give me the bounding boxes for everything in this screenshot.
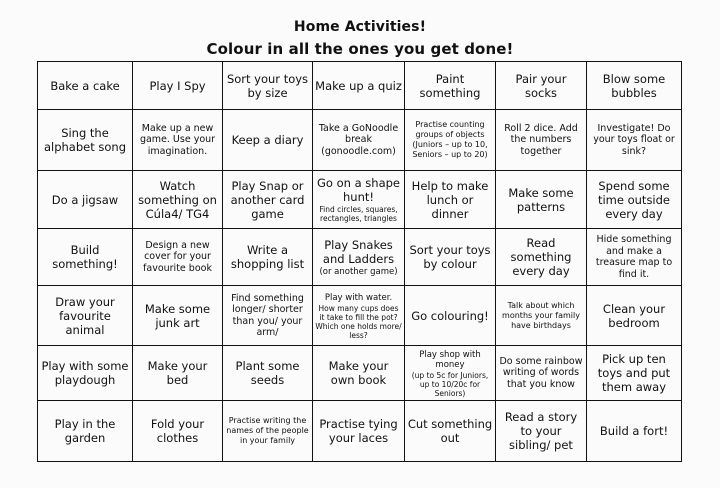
activity-cell[interactable]	[405, 110, 496, 171]
activity-label: Spend some time outside every day	[597, 178, 671, 221]
activity-label: Design a new cover for your favourite book	[143, 239, 212, 274]
activity-cell[interactable]	[223, 346, 313, 401]
activity-cell[interactable]	[405, 286, 496, 346]
activity-cell[interactable]	[587, 286, 682, 346]
activity-cell[interactable]	[38, 346, 133, 401]
activity-cell[interactable]	[313, 62, 405, 110]
activity-label: Play with some playdough	[41, 359, 129, 387]
activity-label: Make up a quiz	[315, 78, 402, 93]
grid-row	[38, 62, 682, 110]
activity-label: Pair your socks	[515, 71, 567, 100]
activity-cell[interactable]	[313, 286, 405, 346]
activity-label: Do a jigsaw	[51, 192, 119, 207]
activity-label: Make up a new game. Use your imagination.	[139, 122, 216, 157]
activity-label: Write a shopping list	[230, 243, 305, 271]
sheet-header	[0, 16, 720, 60]
activity-cell[interactable]	[38, 401, 133, 462]
activity-label: Hide something and make a treasure map to find it.	[595, 234, 673, 280]
activity-label: Read a story to your sibling/ pet	[504, 410, 578, 452]
activity-cell[interactable]	[133, 346, 223, 401]
grid-row	[38, 110, 682, 171]
activity-grid	[37, 61, 682, 462]
activity-note: (up to 5c for Juniors, up to 10/20c for Seniors)	[411, 370, 489, 398]
activity-label: Investigate! Do your toys float or sink?	[593, 122, 675, 157]
activity-cell[interactable]	[587, 62, 682, 110]
activity-cell[interactable]	[223, 401, 313, 462]
activity-cell[interactable]	[587, 229, 682, 286]
activity-label: Pick up ten toys and put them away	[597, 352, 671, 394]
page-subtitle: Colour in all the ones you get done!	[206, 40, 514, 58]
activity-label: Sort your toys by colour	[409, 243, 491, 271]
activity-label: Clean your bedroom	[602, 301, 666, 330]
activity-cell[interactable]	[38, 110, 133, 171]
activity-cell[interactable]	[405, 401, 496, 462]
activity-cell[interactable]	[313, 110, 405, 171]
activity-label: Sort your toys by size	[226, 71, 309, 100]
activity-label: Talk about which months your family have birthdays	[502, 300, 580, 330]
activity-cell[interactable]	[587, 346, 682, 401]
activity-cell[interactable]	[223, 62, 313, 110]
activity-note: (or another game)	[319, 266, 398, 277]
activity-label: Go colouring!	[411, 308, 489, 323]
activity-cell[interactable]	[38, 171, 133, 229]
grid-row	[38, 229, 682, 286]
activity-label: Bake a cake	[50, 78, 120, 93]
activity-label: Build something!	[52, 243, 118, 271]
activity-cell[interactable]	[133, 401, 223, 462]
activity-label: Practise writing the names of the people in your family	[226, 416, 309, 445]
grid-row	[38, 171, 682, 229]
activity-cell[interactable]	[313, 346, 405, 401]
activity-label: Take a GoNoodle break (gonoodle.com)	[318, 122, 399, 157]
activity-cell[interactable]	[405, 62, 496, 110]
activity-cell[interactable]	[405, 229, 496, 286]
activity-cell[interactable]	[38, 286, 133, 346]
grid-row	[38, 401, 682, 462]
activity-label: Play I Spy	[149, 78, 206, 93]
activity-cell[interactable]	[405, 171, 496, 229]
activity-cell[interactable]	[223, 171, 313, 229]
activity-note: Find circles, squares, rectangles, triangles	[319, 205, 398, 223]
grid-row	[38, 286, 682, 346]
activity-label: Do some rainbow writing of words that you know	[499, 355, 583, 390]
activity-label: Cut something out	[407, 417, 493, 445]
activity-label: Make your own book	[328, 359, 389, 387]
activity-label: Make some patterns	[508, 185, 574, 214]
activity-cell[interactable]	[496, 229, 587, 286]
activity-cell[interactable]	[133, 229, 223, 286]
activity-cell[interactable]	[496, 110, 587, 171]
activity-cell[interactable]	[587, 401, 682, 462]
page-title: Home Activities!	[293, 19, 427, 35]
activity-cell[interactable]	[587, 171, 682, 229]
activity-label: Play Snap or another card game	[230, 178, 305, 221]
activity-cell[interactable]	[313, 229, 405, 286]
activity-label: Keep a diary	[231, 133, 304, 147]
activity-label: Make some junk art	[144, 301, 211, 330]
activity-label: Read something every day	[510, 236, 572, 278]
activity-label: Paint something	[419, 71, 481, 100]
activity-label: Practise tying your laces	[319, 417, 398, 445]
activity-label: Sing the alphabet song	[43, 126, 127, 154]
activity-label: Play Snakes and Ladders	[322, 237, 395, 266]
activity-label: Roll 2 dice. Add the numbers together	[504, 122, 578, 157]
activity-label: Find something longer/ shorter than you/ your arm/	[231, 292, 304, 338]
activity-cell[interactable]	[496, 62, 587, 110]
activity-cell[interactable]	[223, 110, 313, 171]
activity-cell[interactable]	[133, 286, 223, 346]
activity-cell[interactable]	[133, 171, 223, 229]
activity-cell[interactable]	[313, 401, 405, 462]
activity-label: Blow some bubbles	[602, 71, 666, 100]
activity-label: Play shop with money	[419, 349, 481, 370]
activity-label: Help to make lunch or dinner	[411, 178, 489, 221]
activity-cell[interactable]	[133, 62, 223, 110]
activity-cell[interactable]	[496, 346, 587, 401]
activity-cell[interactable]	[496, 171, 587, 229]
activity-cell[interactable]	[38, 62, 133, 110]
activity-cell[interactable]	[313, 171, 405, 229]
activity-cell[interactable]	[405, 346, 496, 401]
activity-label: Plant some seeds	[235, 359, 300, 387]
activity-label: Go on a shape hunt!	[317, 176, 400, 204]
activity-cell[interactable]	[223, 286, 313, 346]
activity-cell[interactable]	[496, 401, 587, 462]
activity-cell[interactable]	[133, 110, 223, 171]
activity-label: Fold your clothes	[150, 417, 205, 445]
activity-label: Make your bed	[147, 359, 208, 387]
activity-cell[interactable]	[38, 229, 133, 286]
activity-note: How many cups does it take to fill the pot? Which one holds more/ less?	[315, 303, 402, 340]
activity-cell[interactable]	[496, 286, 587, 346]
activity-label: Watch something on Cúla4/ TG4	[138, 178, 217, 221]
activity-cell[interactable]	[587, 110, 682, 171]
activity-cell[interactable]	[223, 229, 313, 286]
activity-label: Play in the garden	[54, 417, 116, 445]
activity-label: Draw your favourite animal	[55, 294, 115, 337]
activity-label: Build a fort!	[599, 424, 669, 438]
activity-label: Practise counting groups of objects (Juniors – up to 10, Seniors – up to 20)	[412, 120, 488, 159]
grid-row	[38, 346, 682, 401]
activity-label: Play with water.	[324, 292, 393, 303]
